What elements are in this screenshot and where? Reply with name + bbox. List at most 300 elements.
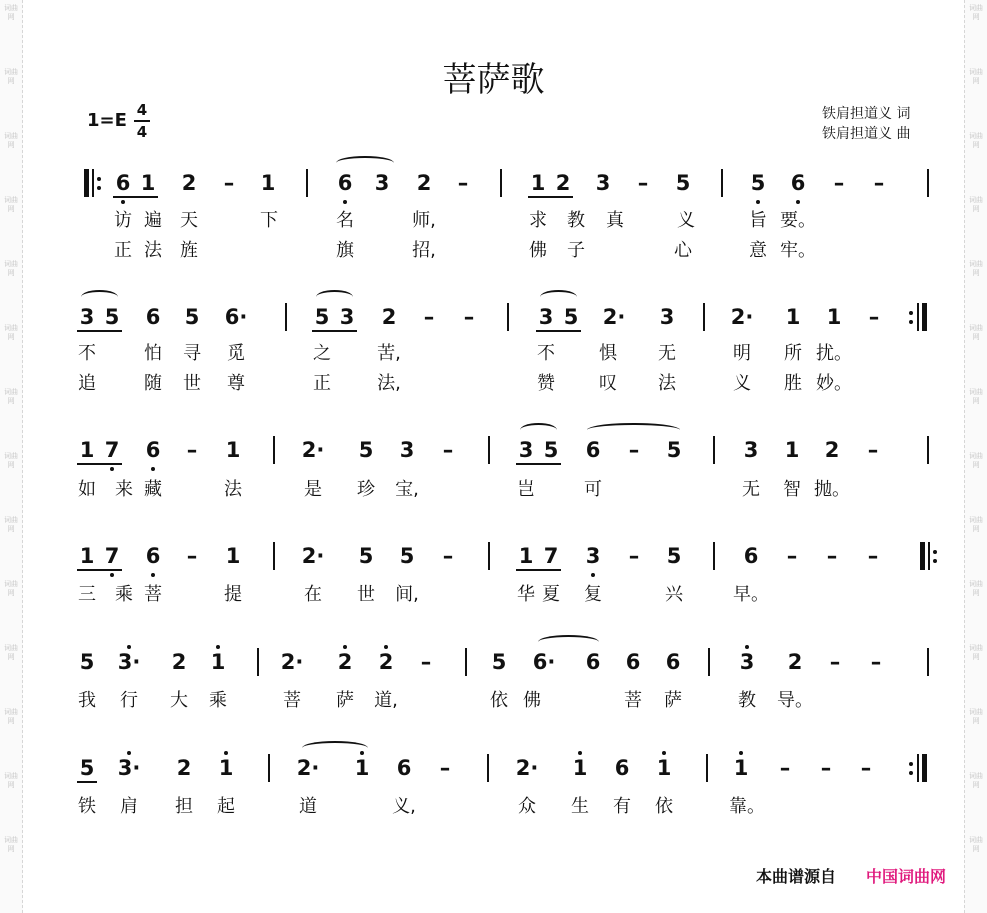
note: 5 (79, 650, 95, 674)
note: 5 (666, 544, 682, 568)
rest-dash: – (628, 544, 640, 568)
note: 3· (117, 650, 141, 674)
watermark-text: 词曲网 (4, 644, 18, 661)
lyric-syllable: 师, (412, 210, 436, 231)
octave-dot-high (224, 751, 228, 755)
slur (538, 635, 599, 649)
lyric-syllable: 智 (783, 479, 801, 500)
bar-line (721, 169, 723, 197)
note: 1 (530, 171, 546, 195)
watermark-text: 词曲网 (4, 836, 18, 853)
lyric-syllable: 依 (490, 690, 508, 711)
note: 3 (595, 171, 611, 195)
note: 5 (666, 438, 682, 462)
note: 1 (210, 650, 226, 674)
note: 1 (260, 171, 276, 195)
lyric-syllable: 众 (518, 796, 536, 817)
rest-dash: – (820, 756, 832, 780)
rest-dash: – (779, 756, 791, 780)
watermark-text: 词曲网 (4, 452, 18, 469)
note: 1 (79, 544, 95, 568)
bar-line (703, 303, 705, 331)
watermark-text: 词曲网 (969, 196, 983, 213)
note: 5 (79, 756, 95, 780)
rest-dash: – (637, 171, 649, 195)
note: 2 (381, 305, 397, 329)
beam-underline (516, 463, 561, 465)
rest-dash: – (786, 544, 798, 568)
rest-dash: – (442, 544, 454, 568)
beam-underline (516, 569, 561, 571)
rest-dash: – (186, 544, 198, 568)
watermark-text: 词曲网 (969, 708, 983, 725)
octave-dot-high (739, 751, 743, 755)
note: 5 (563, 305, 579, 329)
octave-dot-low (110, 573, 114, 577)
lyric-syllable: 有 (613, 796, 631, 817)
time-beats: 4 (136, 101, 148, 119)
note: 5 (314, 305, 330, 329)
watermark-text: 词曲网 (969, 68, 983, 85)
note: 3 (374, 171, 390, 195)
lyric-syllable: 间, (395, 584, 419, 605)
note: 6 (743, 544, 759, 568)
note: 5 (750, 171, 766, 195)
rest-dash: – (873, 171, 885, 195)
note: 5 (184, 305, 200, 329)
lyric-syllable: 访 (114, 210, 132, 231)
lyric-syllable: 法, (377, 373, 401, 394)
note: 1 (733, 756, 749, 780)
lyric-syllable: 提 (224, 584, 242, 605)
lyric-syllable: 铁 (78, 796, 96, 817)
note: 1 (784, 438, 800, 462)
bar-line (488, 436, 490, 464)
note: 2 (555, 171, 571, 195)
bar-line (507, 303, 509, 331)
beam-underline (77, 463, 122, 465)
lyric-syllable: 三 (78, 584, 96, 605)
watermark-text: 词曲网 (969, 324, 983, 341)
rest-dash: – (833, 171, 845, 195)
watermark-text: 词曲网 (969, 388, 983, 405)
beam-underline (536, 330, 581, 332)
lyric-syllable: 佛 (529, 240, 547, 261)
note: 1 (354, 756, 370, 780)
beam-underline (528, 196, 573, 198)
lyric-syllable: 担 (175, 796, 193, 817)
lyric-syllable: 世 (183, 373, 201, 394)
note: 2· (301, 544, 325, 568)
note: 1 (572, 756, 588, 780)
note: 1 (518, 544, 534, 568)
lyric-syllable: 子 (567, 240, 585, 261)
source-site-link[interactable]: 中国词曲网 (866, 867, 947, 886)
octave-dot-low (796, 200, 800, 204)
lyric-syllable: 复 (584, 584, 602, 605)
octave-dot-high (384, 645, 388, 649)
watermark-text: 词曲网 (4, 772, 18, 789)
lyric-syllable: 名 (336, 210, 354, 231)
octave-dot-high (216, 645, 220, 649)
lyric-syllable: 不 (78, 343, 96, 364)
bar-line (713, 436, 715, 464)
score-title: 菩萨歌 (442, 60, 545, 100)
lyric-syllable: 旨 (749, 210, 767, 231)
note: 6 (625, 650, 641, 674)
note: 2 (416, 171, 432, 195)
note: 6 (145, 305, 161, 329)
rest-dash: – (868, 305, 880, 329)
lyric-syllable: 菩 (624, 690, 642, 711)
rest-dash: – (439, 756, 451, 780)
rest-dash: – (860, 756, 872, 780)
note: 5 (399, 544, 415, 568)
note: 1 (225, 544, 241, 568)
octave-dot-low (121, 200, 125, 204)
note: 6· (532, 650, 556, 674)
note: 5 (104, 305, 120, 329)
beam-underline (77, 781, 97, 783)
lyric-syllable: 在 (304, 584, 322, 605)
left-watermark-strip (0, 0, 23, 913)
lyric-syllable: 明 (733, 343, 751, 364)
lyric-syllable: 义, (392, 796, 416, 817)
octave-dot-low (591, 573, 595, 577)
watermark-text: 词曲网 (969, 260, 983, 277)
watermark-text: 词曲网 (4, 324, 18, 341)
lyric-syllable: 要。 (780, 210, 816, 231)
lyric-syllable: 夏 (542, 584, 560, 605)
lyric-syllable: 无 (742, 479, 760, 500)
watermark-text: 词曲网 (4, 132, 18, 149)
note: 7 (104, 438, 120, 462)
bar-line (487, 754, 489, 782)
octave-dot-low (110, 467, 114, 471)
note: 3 (538, 305, 554, 329)
note: 3 (743, 438, 759, 462)
lyric-syllable: 胜 (784, 373, 802, 394)
lyric-syllable: 天 (180, 210, 198, 231)
lyric-syllable: 怕 (144, 343, 162, 364)
lyric-syllable: 我 (78, 690, 96, 711)
beam-underline (77, 569, 122, 571)
note: 7 (104, 544, 120, 568)
note: 2 (824, 438, 840, 462)
repeat-end-thin (917, 754, 919, 782)
note: 2 (378, 650, 394, 674)
lyric-syllable: 之 (313, 343, 331, 364)
note: 5 (491, 650, 507, 674)
watermark-text: 词曲网 (4, 68, 18, 85)
lyric-syllable: 菩 (144, 584, 162, 605)
note: 1 (826, 305, 842, 329)
composer-credit: 铁肩担道义 曲 (822, 126, 911, 142)
lyric-syllable: 正 (313, 373, 331, 394)
note: 1 (79, 438, 95, 462)
watermark-text: 词曲网 (969, 132, 983, 149)
lyric-syllable: 是 (304, 479, 322, 500)
bar-line (708, 648, 710, 676)
lyric-syllable: 觅 (227, 343, 245, 364)
watermark-text: 词曲网 (969, 4, 983, 21)
key-signature: 1=E (87, 110, 127, 131)
slur (316, 290, 353, 304)
time-signature (133, 100, 151, 142)
rest-dash: – (628, 438, 640, 462)
lyric-syllable: 义 (733, 373, 751, 394)
note: 6 (115, 171, 131, 195)
lyric-syllable: 旌 (180, 240, 198, 261)
rest-dash: – (870, 650, 882, 674)
lyric-syllable: 真 (606, 210, 624, 231)
lyric-syllable: 早。 (733, 584, 769, 605)
lyricist-credit: 铁肩担道义 词 (822, 106, 911, 122)
lyric-syllable: 下 (260, 210, 278, 231)
note: 3 (79, 305, 95, 329)
octave-dot-high (343, 645, 347, 649)
bar-line (927, 648, 929, 676)
lyric-syllable: 教 (738, 690, 756, 711)
note: 5 (358, 544, 374, 568)
note: 6 (396, 756, 412, 780)
lyric-syllable: 尊 (227, 373, 245, 394)
lyric-syllable: 心 (674, 240, 692, 261)
note: 3 (399, 438, 415, 462)
bar-line (268, 754, 270, 782)
slur (302, 741, 368, 755)
lyric-syllable: 正 (114, 240, 132, 261)
watermark-text: 词曲网 (4, 516, 18, 533)
note: 2 (171, 650, 187, 674)
lyric-syllable: 追 (78, 373, 96, 394)
rest-dash: – (442, 438, 454, 462)
lyric-syllable: 依 (655, 796, 673, 817)
lyric-syllable: 靠。 (729, 796, 765, 817)
lyric-syllable: 世 (357, 584, 375, 605)
note: 2· (296, 756, 320, 780)
lyric-syllable: 妙。 (816, 373, 852, 394)
lyric-syllable: 佛 (523, 690, 541, 711)
repeat-end-thin (917, 303, 919, 331)
note: 3 (339, 305, 355, 329)
note: 2· (730, 305, 754, 329)
lyric-syllable: 教 (567, 210, 585, 231)
bar-line (306, 169, 308, 197)
octave-dot-high (662, 751, 666, 755)
note: 3 (518, 438, 534, 462)
lyric-syllable: 无 (658, 343, 676, 364)
lyric-syllable: 不 (537, 343, 555, 364)
note: 1 (785, 305, 801, 329)
lyric-syllable: 兴 (665, 584, 683, 605)
note: 1 (656, 756, 672, 780)
lyric-syllable: 法 (658, 373, 676, 394)
octave-dot-low (151, 573, 155, 577)
slur (336, 156, 394, 170)
lyric-syllable: 旗 (336, 240, 354, 261)
note: 2 (787, 650, 803, 674)
note: 2· (301, 438, 325, 462)
watermark-text: 词曲网 (4, 708, 18, 725)
lyric-syllable: 导。 (777, 690, 813, 711)
watermark-text: 词曲网 (4, 196, 18, 213)
lyric-syllable: 所 (784, 343, 802, 364)
repeat-end-thick (922, 303, 927, 331)
lyric-syllable: 萨 (664, 690, 682, 711)
lyric-syllable: 如 (78, 479, 96, 500)
lyric-syllable: 肩 (120, 796, 138, 817)
lyric-syllable: 道 (299, 796, 317, 817)
watermark-text: 词曲网 (969, 644, 983, 661)
octave-dot-high (360, 751, 364, 755)
lyric-syllable: 华 (517, 584, 535, 605)
note: 2 (176, 756, 192, 780)
watermark-text: 词曲网 (4, 388, 18, 405)
bar-line (465, 648, 467, 676)
lyric-syllable: 藏 (144, 479, 162, 500)
watermark-text: 词曲网 (969, 516, 983, 533)
note: 2 (181, 171, 197, 195)
lyric-syllable: 随 (144, 373, 162, 394)
rest-dash: – (829, 650, 841, 674)
watermark-text: 词曲网 (4, 260, 18, 277)
note: 5 (543, 438, 559, 462)
note: 6 (145, 438, 161, 462)
lyric-syllable: 生 (571, 796, 589, 817)
lyric-syllable: 起 (217, 796, 235, 817)
note: 1 (225, 438, 241, 462)
time-fraction-line (134, 120, 150, 122)
note: 6 (585, 650, 601, 674)
note: 6 (145, 544, 161, 568)
slur (540, 290, 577, 304)
rest-dash: – (457, 171, 469, 195)
bar-line (285, 303, 287, 331)
note: 5 (675, 171, 691, 195)
lyric-syllable: 萨 (336, 690, 354, 711)
lyric-syllable: 道, (374, 690, 398, 711)
rest-dash: – (420, 650, 432, 674)
slur (81, 290, 118, 304)
rest-dash: – (826, 544, 838, 568)
lyric-syllable: 牢。 (780, 240, 816, 261)
lyric-syllable: 可 (584, 479, 602, 500)
lyric-syllable: 乘 (209, 690, 227, 711)
rest-dash: – (223, 171, 235, 195)
octave-dot-high (127, 645, 131, 649)
watermark-text: 词曲网 (969, 452, 983, 469)
note: 3 (585, 544, 601, 568)
beam-underline (77, 330, 122, 332)
lyric-syllable: 扰。 (816, 343, 852, 364)
bar-line (706, 754, 708, 782)
watermark-text: 词曲网 (969, 772, 983, 789)
source-label: 本曲谱源自 (756, 867, 837, 886)
lyric-syllable: 法 (224, 479, 242, 500)
bar-line (273, 542, 275, 570)
watermark-text: 词曲网 (969, 836, 983, 853)
bar-line (500, 169, 502, 197)
rest-dash: – (423, 305, 435, 329)
lyric-syllable: 寻 (183, 343, 201, 364)
lyric-syllable: 抛。 (814, 479, 850, 500)
lyric-syllable: 珍 (357, 479, 375, 500)
note: 2· (602, 305, 626, 329)
lyric-syllable: 宝, (395, 479, 419, 500)
lyric-syllable: 菩 (283, 690, 301, 711)
watermark-text: 词曲网 (969, 580, 983, 597)
lyric-syllable: 来 (115, 479, 133, 500)
lyric-syllable: 求 (529, 210, 547, 231)
octave-dot-high (578, 751, 582, 755)
slur (520, 423, 557, 437)
octave-dot-high (745, 645, 749, 649)
octave-dot-low (343, 200, 347, 204)
bar-line (713, 542, 715, 570)
repeat-start-thick (920, 542, 925, 570)
note: 1 (218, 756, 234, 780)
lyric-syllable: 惧 (599, 343, 617, 364)
note: 6 (665, 650, 681, 674)
lyric-syllable: 法 (144, 240, 162, 261)
octave-dot-low (151, 467, 155, 471)
rest-dash: – (186, 438, 198, 462)
octave-dot-high (127, 751, 131, 755)
beam-underline (113, 196, 158, 198)
note: 5 (358, 438, 374, 462)
lyric-syllable: 乘 (115, 584, 133, 605)
repeat-end-thick (922, 754, 927, 782)
lyric-syllable: 叹 (599, 373, 617, 394)
note: 2 (337, 650, 353, 674)
lyric-syllable: 大 (170, 690, 188, 711)
lyric-syllable: 行 (120, 690, 138, 711)
watermark-text: 词曲网 (4, 4, 18, 21)
rest-dash: – (867, 544, 879, 568)
beam-underline (312, 330, 357, 332)
lyric-syllable: 遍 (144, 210, 162, 231)
bar-line (273, 436, 275, 464)
note: 2· (515, 756, 539, 780)
repeat-start-thick (84, 169, 89, 197)
note: 6 (790, 171, 806, 195)
note: 7 (543, 544, 559, 568)
repeat-start-thin (92, 169, 94, 197)
note: 3 (659, 305, 675, 329)
note: 2· (280, 650, 304, 674)
slur (587, 423, 680, 437)
lyric-syllable: 招, (412, 240, 436, 261)
lyric-syllable: 意 (749, 240, 767, 261)
note: 6 (614, 756, 630, 780)
time-unit: 4 (136, 123, 148, 141)
rest-dash: – (463, 305, 475, 329)
note: 6 (585, 438, 601, 462)
bar-line (927, 436, 929, 464)
note: 1 (140, 171, 156, 195)
bar-line (927, 169, 929, 197)
lyric-syllable: 岂 (517, 479, 535, 500)
credits (822, 104, 910, 144)
note: 6· (224, 305, 248, 329)
bar-line (257, 648, 259, 676)
right-watermark-strip (964, 0, 987, 913)
watermark-text: 词曲网 (4, 580, 18, 597)
note: 6 (337, 171, 353, 195)
octave-dot-low (756, 200, 760, 204)
lyric-syllable: 赞 (537, 373, 555, 394)
